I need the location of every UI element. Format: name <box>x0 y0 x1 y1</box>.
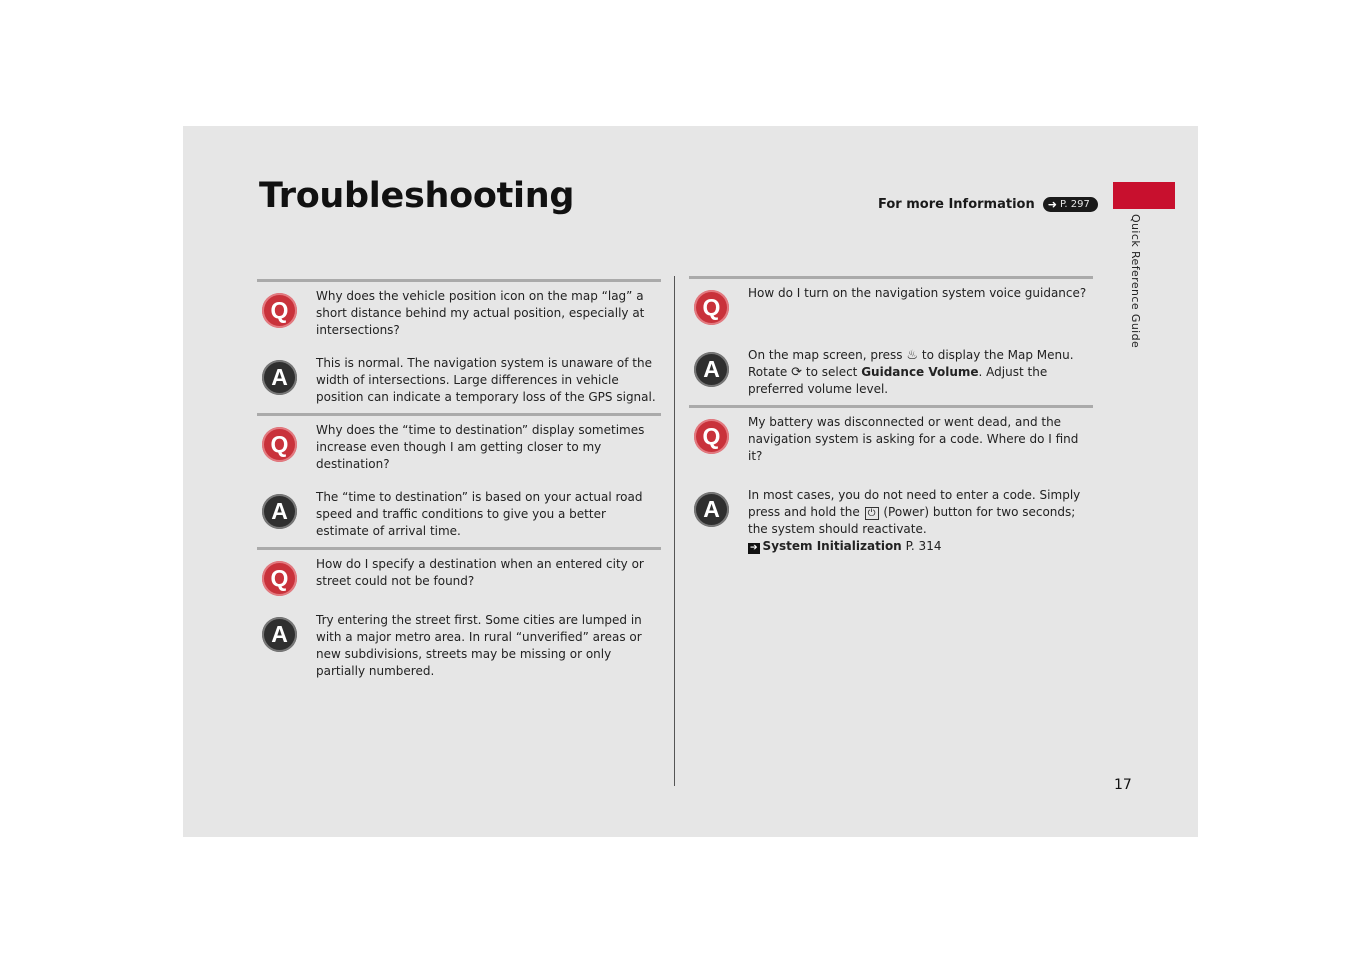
qa-block <box>257 413 661 547</box>
answer-text: This is normal. The navigation system is unaware of the width of intersections. Large differences in vehicle position can indicate a temporary loss of the GPS signal. <box>316 356 656 404</box>
qa-block <box>257 279 661 413</box>
answer-text-part: On the map screen, press <box>748 348 903 362</box>
left-column <box>257 279 661 687</box>
answer-row <box>689 347 1093 398</box>
question-row <box>689 414 1093 465</box>
qa-block <box>689 276 1093 405</box>
qa-block <box>689 405 1093 562</box>
answer-text <box>748 347 1093 398</box>
interface-dial-icon: ♨ <box>906 348 919 363</box>
question-text: How do I specify a destination when an entered city or street could not be found? <box>316 557 644 588</box>
answer-text-part: (Power) button for two seconds; the system should reactivate. <box>748 505 1076 536</box>
arrow-right-icon: ➜ <box>1047 198 1057 211</box>
page-title: Troubleshooting <box>259 176 575 216</box>
power-icon: ⏻ <box>865 507 879 520</box>
answer-text <box>748 487 1093 555</box>
question-text: Why does the vehicle position icon on the map “lag” a short distance behind my actual position, especially at intersections? <box>316 289 645 337</box>
answer-text-part: to display the Map Menu. Rotate <box>748 348 1074 379</box>
answer-text-part: In most cases, you do not need to enter a code. Simply press and hold the <box>748 488 1081 519</box>
guidance-volume-label: Guidance Volume <box>861 365 979 379</box>
question-badge-icon: Q <box>694 290 729 325</box>
right-column <box>689 276 1093 562</box>
question-row <box>689 285 1093 325</box>
answer-badge-icon: A <box>694 492 729 527</box>
qa-block <box>257 547 661 687</box>
xref-link[interactable]: System Initialization <box>762 539 902 553</box>
more-info <box>878 197 1098 212</box>
column-divider <box>674 276 675 786</box>
question-badge-icon: Q <box>262 561 297 596</box>
answer-badge-icon: A <box>262 360 297 395</box>
xref-arrow-icon: ➔ <box>750 543 758 553</box>
answer-text: Try entering the street first. Some cities are lumped in with a major metro area. In rural “unverified” areas or new subdivisions, streets may be missing or only partially numbered. <box>316 613 642 678</box>
answer-row <box>257 489 661 540</box>
section-tab <box>1113 182 1175 209</box>
question-row <box>257 422 661 473</box>
question-row <box>257 556 661 596</box>
more-info-ref-link[interactable] <box>1043 197 1098 212</box>
side-tab-label: Quick Reference Guide <box>1129 214 1142 349</box>
answer-row <box>689 487 1093 555</box>
more-info-ref-page: P. 297 <box>1059 199 1090 210</box>
more-info-label: For more Information <box>878 197 1035 212</box>
answer-badge-icon: A <box>262 617 297 652</box>
page-number: 17 <box>1114 777 1132 793</box>
answer-row <box>257 355 661 406</box>
question-text: How do I turn on the navigation system voice guidance? <box>748 286 1087 300</box>
question-text: Why does the “time to destination” display sometimes increase even though I am getting closer to my destination? <box>316 423 645 471</box>
question-badge-icon: Q <box>262 293 297 328</box>
rotate-dial-icon: ⟳ <box>791 365 803 380</box>
question-badge-icon: Q <box>262 427 297 462</box>
answer-badge-icon: A <box>262 494 297 529</box>
question-badge-icon: Q <box>694 419 729 454</box>
answer-text-part: . Adjust the preferred volume level. <box>748 365 1048 396</box>
answer-row <box>257 612 661 680</box>
manual-page <box>183 126 1198 837</box>
answer-text-part: to select <box>805 365 858 379</box>
answer-text: The “time to destination” is based on your actual road speed and traffic conditions to give you a better estimate of arrival time. <box>316 490 643 538</box>
answer-badge-icon: A <box>694 352 729 387</box>
question-row <box>257 288 661 339</box>
question-text: My battery was disconnected or went dead, and the navigation system is asking for a code. Where do I find it? <box>748 415 1079 463</box>
xref-page[interactable]: P. 314 <box>905 539 942 553</box>
